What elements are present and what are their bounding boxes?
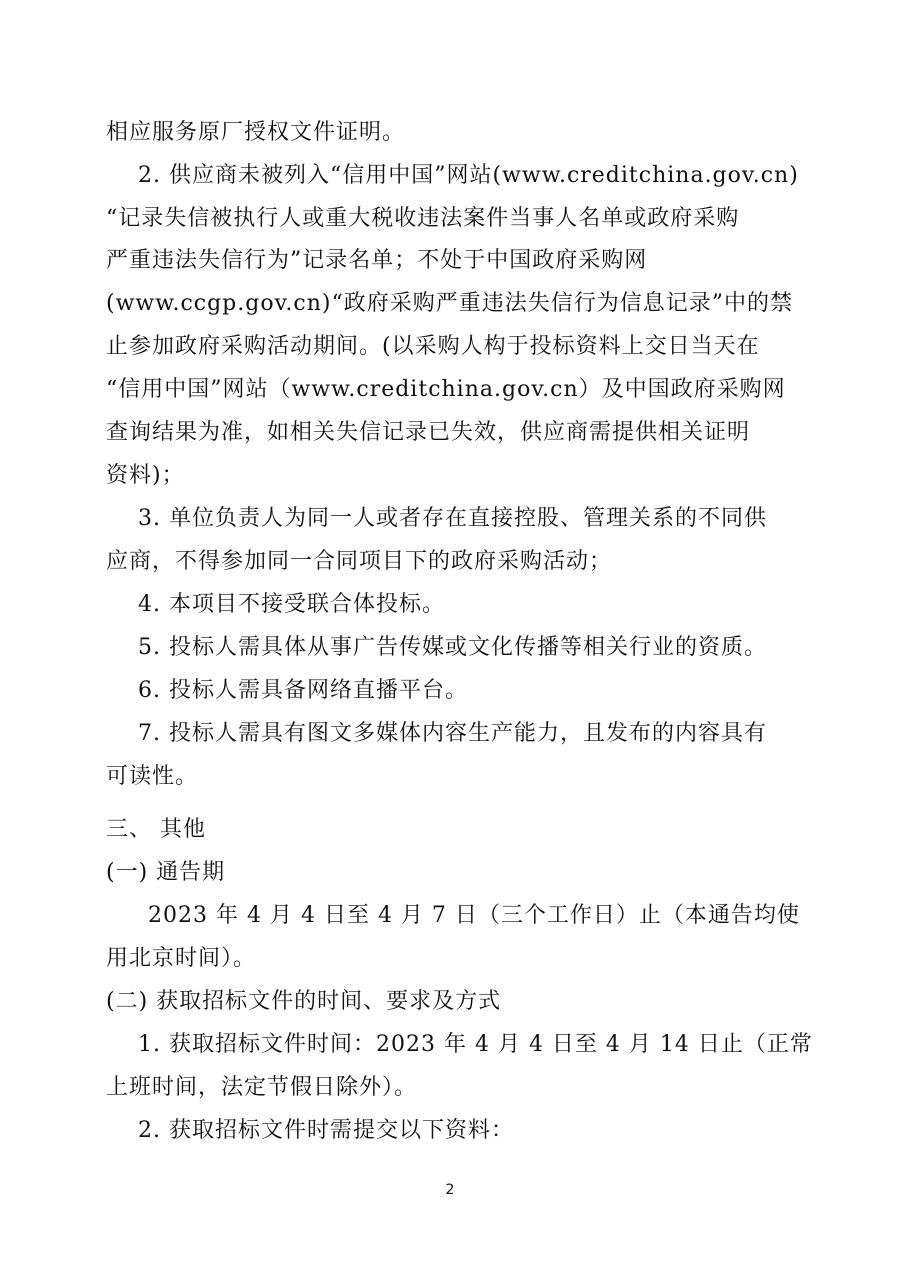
body-line: 上班时间，法定节假日除外）。 (106, 1075, 418, 1100)
body-line: 用北京时间）。 (106, 946, 257, 971)
body-line: “信用中国”网站（www.creditchina.gov.cn）及中国政府采购网 (106, 377, 786, 402)
list-item-2: 2. 供应商未被列入“信用中国”网站(www.creditchina.gov.cn) (138, 163, 799, 188)
list-item-7: 7. 投标人需具有图文多媒体内容生产能力，且发布的内容具有 (138, 721, 767, 746)
page-number: 2 (445, 1182, 455, 1198)
body-line: 查询结果为准，如相关失信记录已失效，供应商需提供相关证明 (106, 420, 751, 445)
list-item-3: 3. 单位负责人为同一人或者存在直接控股、管理关系的不同供 (138, 506, 767, 531)
section-heading: 三、 其他 (106, 817, 206, 842)
subsection-heading: (一) 通告期 (106, 860, 226, 885)
list-item-4: 4. 本项目不接受联合体投标。 (138, 592, 445, 617)
body-line: “记录失信被执行人或重大税收违法案件当事人名单或政府采购 (106, 206, 740, 231)
body-line: (www.ccgp.gov.cn)“政府采购严重违法失信行为信息记录”中的禁 (106, 291, 793, 316)
body-line: 可读性。 (106, 764, 199, 789)
body-line: 资料)； (106, 463, 185, 488)
list-item-2b: 2. 获取招标文件时需提交以下资料： (138, 1118, 514, 1143)
body-line: 应商，不得参加同一合同项目下的政府采购活动； (106, 549, 613, 574)
body-line: 2023 年 4 月 4 日至 4 月 7 日（三个工作日）止（本通告均使 (148, 903, 800, 928)
list-item-6: 6. 投标人需具备网络直播平台。 (138, 678, 468, 703)
body-line: 严重违法失信行为”记录名单；不处于中国政府采购网 (106, 248, 648, 273)
body-line: 止参加政府采购活动期间。(以采购人构于投标资料上交日当天在 (106, 334, 760, 359)
body-line: 相应服务原厂授权文件证明。 (106, 120, 406, 145)
list-item-1: 1. 获取招标文件时间：2023 年 4 月 4 日至 4 月 14 日止（正常 (138, 1032, 813, 1057)
list-item-5: 5. 投标人需具体从事广告传媒或文化传播等相关行业的资质。 (138, 635, 767, 660)
subsection-heading: (二) 获取招标文件的时间、要求及方式 (106, 989, 502, 1014)
